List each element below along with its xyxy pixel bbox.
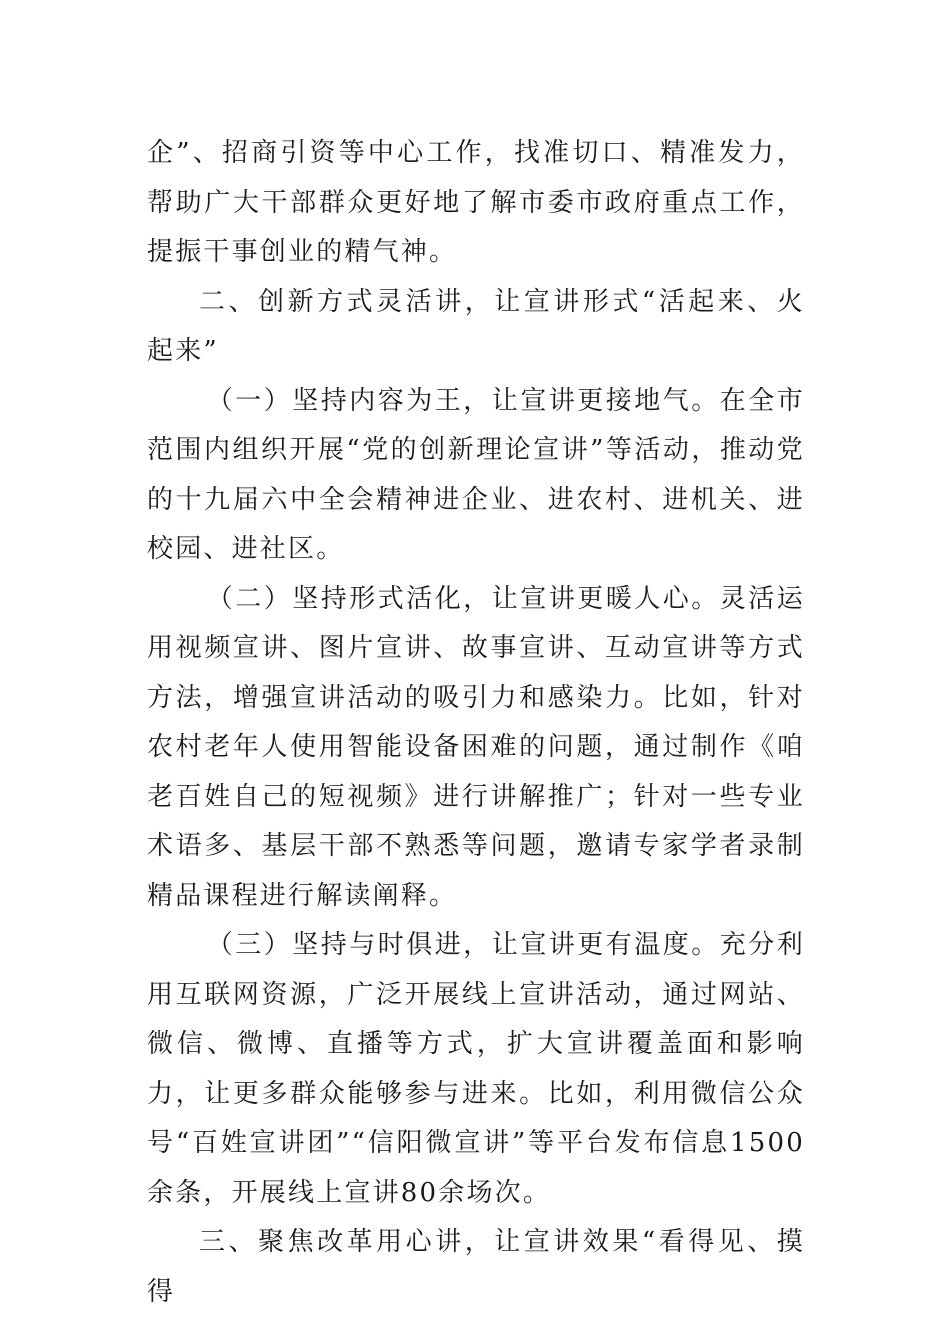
paragraph-continuation: 企”、招商引资等中心工作，找准切口、精准发力，帮助广大干部群众更好地了解市委市政府重点工作，提振干事创业的精气神。 bbox=[147, 138, 805, 267]
subsection-paragraph-two: （二）坚持形式活化，让宣讲更暖人心。灵活运用视频宣讲、图片宣讲、故事宣讲、互动宣讲等方式方法，增强宣讲活动的吸引力和感染力。比如，针对农村老年人使用智能设备困难的问题，通过制作《咱老百姓自己的短视频》进行讲解推广；针对一些专业术语多、基层干部不熟悉等问题，邀请专家学者录制精品课程进行解读阐释。 bbox=[147, 583, 805, 911]
section-heading-three: 三、聚焦改革用心讲，让宣讲效果“看得见、摸得 bbox=[147, 1227, 805, 1307]
document-body bbox=[147, 129, 805, 1317]
subsection-paragraph-three: （三）坚持与时俱进，让宣讲更有温度。充分利用互联网资源，广泛开展线上宣讲活动，通过网站、微信、微博、直播等方式，扩大宣讲覆盖面和影响力，让更多群众能够参与进来。比如，利用微信公众号“百姓宣讲团”“信阳微宣讲”等平台发布信息1500余条，开展线上宣讲80余场次。 bbox=[147, 930, 805, 1208]
section-heading-two: 二、创新方式灵活讲，让宣讲形式“活起来、火起来” bbox=[147, 286, 805, 366]
subsection-paragraph-one: （一）坚持内容为王，让宣讲更接地气。在全市范围内组织开展“党的创新理论宣讲”等活动，推动党的十九届六中全会精神进企业、进农村、进机关、进校园、进社区。 bbox=[147, 385, 805, 564]
